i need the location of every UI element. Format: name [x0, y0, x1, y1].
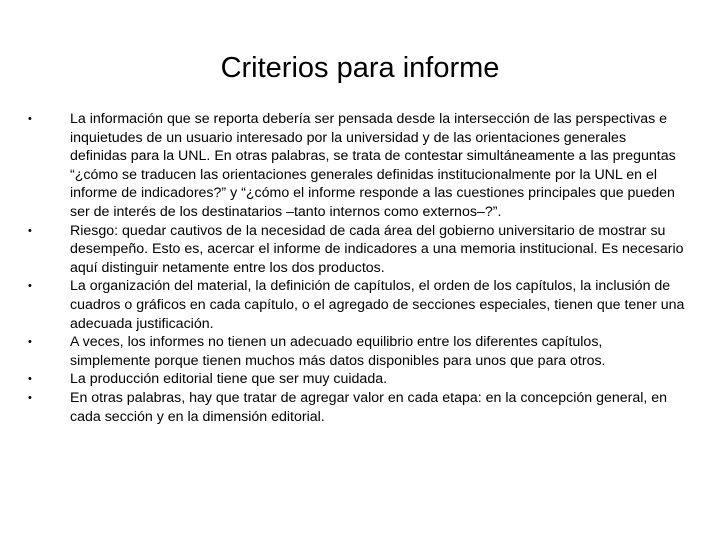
bullet-text: En otras palabras, hay que tratar de agregar valor en cada etapa: en la concepción general, en cada sección y en la dimensión editorial. [70, 389, 668, 425]
bullet-text: La información que se reporta debería ser pensada desde la intersección de las perspectivas e inquietudes de un usuario interesado por la universidad y de las orientaciones generales definidas para la UNL. En otras palabras, se trata de contestar simultáneamente a las preguntas “¿cómo se traducen las orientaciones generales definidas institucionalmente por la UNL en el informe de indicadores?” y “¿cómo el informe responde a las cuestiones principales que pueden ser de interés de los destinatarios –tanto internos como externos–?”. [70, 111, 676, 220]
bullet-text: Riesgo: quedar cautivos de la necesidad de cada área del gobierno universitario de mostrar su desempeño. Esto es, acercar el informe de indicadores a una memoria institucional. Es necesario aquí distinguir netamente entre los dos productos. [70, 222, 684, 276]
bullet-marker: • [28, 280, 32, 293]
bullet-text: La producción editorial tiene que ser muy cuidada. [70, 371, 388, 388]
bullet-marker: • [28, 373, 32, 386]
bullet-item [20, 370, 685, 389]
bullet-item [20, 333, 685, 370]
bullet-marker: • [28, 113, 32, 125]
bullet-text: La organización del material, la definición de capítulos, el orden de los capítulos, la inclusión de cuadros o gráficos en cada capítulo, o el agregado de secciones especiales, tienen que tener una adecuada justificación. [70, 278, 685, 332]
bullet-item [20, 222, 685, 278]
bullet-marker: • [28, 336, 32, 349]
bullet-list [20, 110, 685, 426]
bullet-item [20, 110, 685, 222]
bullet-item [20, 389, 685, 426]
bullet-item [20, 277, 685, 333]
bullet-text: A veces, los informes no tienen un adecuado equilibrio entre los diferentes capítulos, simplemente porque tienen muchos más datos disponibles para unos que para otros. [70, 334, 606, 369]
bullet-marker: • [28, 391, 32, 404]
bullet-marker: • [28, 224, 32, 237]
slide-title: Criterios para informe [220, 52, 500, 84]
